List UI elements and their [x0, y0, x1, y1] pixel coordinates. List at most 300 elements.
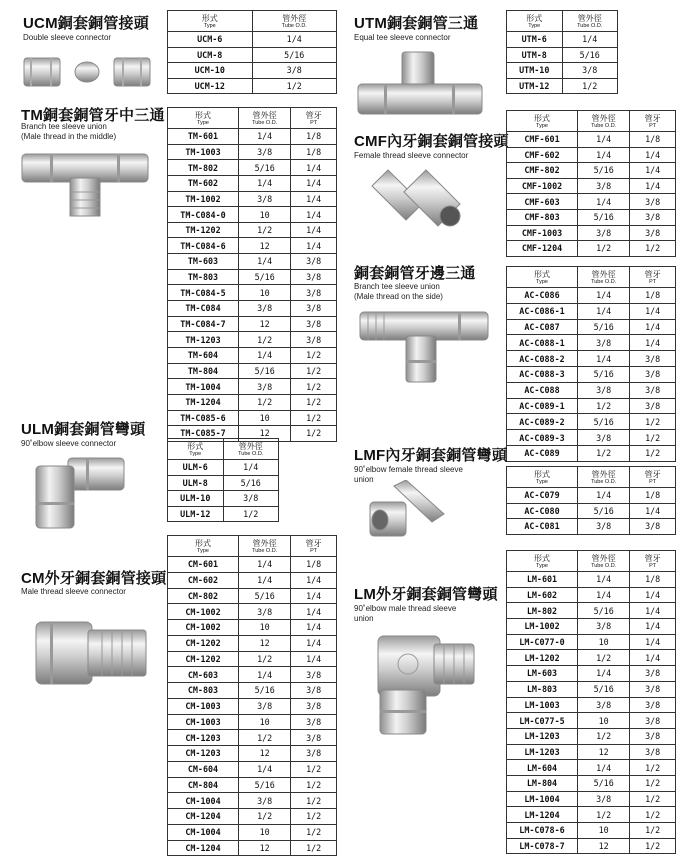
ucm-spec-table [167, 10, 337, 94]
model-cell: CM-1203 [168, 746, 239, 762]
tube-od-cell: 12 [238, 746, 290, 762]
table-row [168, 394, 337, 410]
column-header: 管外徑 Tube O.D. [577, 267, 629, 288]
table-row [507, 503, 676, 519]
column-header: 管牙 PT [291, 536, 337, 557]
pt-cell: 1/2 [630, 823, 676, 839]
table-header [507, 467, 676, 488]
tube-od-cell: 5/16 [238, 269, 290, 285]
table-row [168, 47, 337, 63]
column-header: 形式 Type [168, 108, 239, 129]
table-row [168, 191, 337, 207]
tube-od-cell: 5/16 [577, 319, 629, 335]
tube-od-cell: 3/8 [577, 225, 629, 241]
column-header: 管外徑 Tube O.D. [238, 536, 290, 557]
pt-cell: 1/2 [291, 809, 337, 825]
table-row [507, 666, 676, 682]
table-row [507, 163, 676, 179]
pt-cell: 3/8 [291, 316, 337, 332]
pt-cell: 3/8 [291, 683, 337, 699]
table-row [507, 414, 676, 430]
model-cell: CMF-802 [507, 163, 578, 179]
tube-od-cell: 3/8 [238, 604, 290, 620]
column-header: 管外徑 Tube O.D. [562, 11, 618, 32]
model-cell: UTM-6 [507, 32, 563, 48]
model-cell: CMF-601 [507, 132, 578, 148]
pt-cell: 1/4 [630, 603, 676, 619]
table-row [507, 288, 676, 304]
tube-od-cell: 10 [238, 824, 290, 840]
tube-od-cell: 12 [238, 316, 290, 332]
lm-subtitle: 90˚elbow male thread sleeve union [354, 604, 457, 623]
tube-od-cell: 10 [238, 620, 290, 636]
model-cell: CM-804 [168, 777, 239, 793]
pt-cell: 1/4 [291, 222, 337, 238]
table-row [168, 316, 337, 332]
table-row [507, 47, 618, 63]
model-cell: AC-C086-1 [507, 303, 578, 319]
model-cell: UTM-10 [507, 63, 563, 79]
model-cell: UCM-6 [168, 32, 253, 48]
column-header: 管外徑 Tube O.D. [238, 108, 290, 129]
table-row [168, 793, 337, 809]
pt-cell: 1/2 [630, 430, 676, 446]
pt-cell: 1/4 [291, 191, 337, 207]
tube-od-cell: 5/16 [238, 777, 290, 793]
pt-cell: 1/2 [630, 838, 676, 854]
table-row [507, 634, 676, 650]
tube-od-cell: 1/2 [577, 728, 629, 744]
table-row [168, 683, 337, 699]
model-cell: TM-604 [168, 347, 239, 363]
ulm-subtitle: 90˚elbow sleeve connector [21, 439, 117, 448]
table-row [507, 807, 676, 823]
pt-cell: 1/2 [630, 807, 676, 823]
pt-cell: 1/2 [291, 410, 337, 426]
table-row [507, 488, 676, 504]
pt-cell: 1/4 [630, 503, 676, 519]
table-header [507, 267, 676, 288]
tube-od-cell: 5/16 [577, 209, 629, 225]
model-cell: CMF-1003 [507, 225, 578, 241]
table-row [168, 207, 337, 223]
table-row [168, 761, 337, 777]
tube-od-cell: 1/2 [577, 807, 629, 823]
table-row [168, 730, 337, 746]
table-row [168, 491, 279, 507]
model-cell: UCM-12 [168, 78, 253, 94]
table-row [168, 269, 337, 285]
table-row [168, 557, 337, 573]
table-row [168, 635, 337, 651]
model-cell: LM-804 [507, 775, 578, 791]
pt-cell: 1/2 [291, 426, 337, 442]
model-cell: CM-603 [168, 667, 239, 683]
tube-od-cell: 12 [577, 744, 629, 760]
tube-od-cell: 12 [238, 238, 290, 254]
table-row [168, 32, 337, 48]
model-cell: TM-C085-7 [168, 426, 239, 442]
table-row [168, 714, 337, 730]
table-row [507, 178, 676, 194]
tube-od-cell: 5/16 [252, 47, 337, 63]
tube-od-cell: 3/8 [238, 191, 290, 207]
tube-od-cell: 5/16 [238, 363, 290, 379]
table-header [507, 11, 618, 32]
column-header: 形式 Type [507, 467, 578, 488]
tm-title: TM銅套銅管牙中三通 [21, 107, 165, 124]
double-sleeve-connector-image [22, 50, 152, 92]
pt-cell: 1/4 [630, 335, 676, 351]
pt-cell: 1/4 [630, 587, 676, 603]
tube-od-cell: 1/4 [577, 666, 629, 682]
column-header: 形式 Type [168, 11, 253, 32]
tube-od-cell: 1/2 [238, 730, 290, 746]
model-cell: TM-1003 [168, 144, 239, 160]
table-row [507, 619, 676, 635]
pt-cell: 1/8 [630, 572, 676, 588]
tube-od-cell: 3/8 [238, 793, 290, 809]
pt-cell: 1/8 [291, 557, 337, 573]
ulm-title: ULM銅套銅管彎頭 [21, 421, 146, 438]
tm-subtitle: Branch tee sleeve union (Male thread in the middle) [21, 122, 117, 141]
tube-od-cell: 5/16 [223, 475, 279, 491]
model-cell: ULM-6 [168, 460, 224, 476]
table-row [168, 332, 337, 348]
table-row [168, 63, 337, 79]
cm-spec-table [167, 535, 337, 856]
branch-tee-middle-image [20, 148, 150, 220]
cmf-title: CMF內牙銅套銅管接頭 [354, 133, 509, 150]
table-row [168, 588, 337, 604]
tube-od-cell: 3/8 [562, 63, 618, 79]
table-row [507, 791, 676, 807]
column-header: 管牙 PT [291, 108, 337, 129]
table-row [168, 379, 337, 395]
tube-od-cell: 1/2 [238, 332, 290, 348]
tube-od-cell: 10 [238, 207, 290, 223]
table-row [168, 475, 279, 491]
table-row [507, 587, 676, 603]
tube-od-cell: 1/4 [562, 32, 618, 48]
tube-od-cell: 1/4 [577, 132, 629, 148]
tube-od-cell: 3/8 [252, 63, 337, 79]
pt-cell: 1/4 [291, 238, 337, 254]
table-row [507, 63, 618, 79]
pt-cell: 1/2 [291, 761, 337, 777]
pt-cell: 1/2 [291, 777, 337, 793]
lm-spec-table [506, 550, 676, 854]
model-cell: AC-C086 [507, 288, 578, 304]
pt-cell: 1/4 [630, 163, 676, 179]
table-header [507, 111, 676, 132]
pt-cell: 1/4 [630, 634, 676, 650]
model-cell: ULM-8 [168, 475, 224, 491]
model-cell: TM-802 [168, 160, 239, 176]
ulm-spec-table [167, 438, 279, 522]
tube-od-cell: 1/2 [238, 651, 290, 667]
model-cell: CM-1202 [168, 635, 239, 651]
table-header [168, 108, 337, 129]
elbow-sleeve-image [28, 452, 128, 532]
model-cell: TM-C084 [168, 301, 239, 317]
column-header: 形式 Type [507, 11, 563, 32]
table-row [507, 382, 676, 398]
table-row [168, 410, 337, 426]
pt-cell: 1/8 [291, 144, 337, 160]
table-row [168, 222, 337, 238]
tube-od-cell: 1/2 [577, 445, 629, 461]
model-cell: LM-603 [507, 666, 578, 682]
pt-cell: 1/2 [291, 363, 337, 379]
table-row [507, 194, 676, 210]
pt-cell: 1/2 [291, 824, 337, 840]
table-row [507, 351, 676, 367]
female-thread-connector-image [368, 166, 464, 238]
model-cell: LM-C077-0 [507, 634, 578, 650]
tube-od-cell: 1/2 [577, 650, 629, 666]
tube-od-cell: 1/4 [238, 129, 290, 145]
tm-spec-table [167, 107, 337, 442]
column-header: 管牙 PT [630, 267, 676, 288]
pt-cell: 1/2 [630, 760, 676, 776]
utm-title: UTM銅套銅管三通 [354, 15, 479, 32]
equal-tee-image [356, 50, 484, 122]
column-header: 管外徑 Tube O.D. [223, 439, 279, 460]
table-row [168, 572, 337, 588]
tube-od-cell: 1/4 [238, 761, 290, 777]
tube-od-cell: 5/16 [577, 414, 629, 430]
model-cell: LM-602 [507, 587, 578, 603]
tube-od-cell: 3/8 [577, 430, 629, 446]
pt-cell: 1/4 [291, 588, 337, 604]
pt-cell: 1/2 [630, 775, 676, 791]
model-cell: LM-1004 [507, 791, 578, 807]
table-row [168, 809, 337, 825]
table-row [507, 32, 618, 48]
column-header: 管外徑 Tube O.D. [577, 551, 629, 572]
tube-od-cell: 1/4 [238, 572, 290, 588]
model-cell: AC-C089 [507, 445, 578, 461]
table-row [507, 225, 676, 241]
column-header: 形式 Type [168, 536, 239, 557]
tube-od-cell: 3/8 [577, 178, 629, 194]
table-row [507, 319, 676, 335]
column-header: 管牙 PT [630, 467, 676, 488]
tube-od-cell: 1/4 [238, 254, 290, 270]
pt-cell: 1/2 [630, 791, 676, 807]
model-cell: CM-1204 [168, 840, 239, 856]
column-header: 管牙 PT [630, 111, 676, 132]
model-cell: CMF-602 [507, 147, 578, 163]
table-row [507, 366, 676, 382]
model-cell: TM-1204 [168, 394, 239, 410]
pt-cell: 3/8 [291, 285, 337, 301]
tube-od-cell: 10 [577, 713, 629, 729]
lm-title: LM外牙銅套銅管彎頭 [354, 586, 498, 603]
tube-od-cell: 1/2 [252, 78, 337, 94]
model-cell: LM-1202 [507, 650, 578, 666]
model-cell: AC-C081 [507, 519, 578, 535]
model-cell: AC-C089-1 [507, 398, 578, 414]
model-cell: LM-604 [507, 760, 578, 776]
pt-cell: 1/4 [291, 207, 337, 223]
model-cell: LM-1002 [507, 619, 578, 635]
pt-cell: 3/8 [291, 254, 337, 270]
table-row [168, 129, 337, 145]
cmf-spec-table [506, 110, 676, 257]
model-cell: TM-C084-0 [168, 207, 239, 223]
table-row [507, 209, 676, 225]
pt-cell: 1/2 [630, 414, 676, 430]
model-cell: AC-C088 [507, 382, 578, 398]
ac-subtitle: Branch tee sleeve union (Male thread on the side) [354, 282, 443, 301]
model-cell: AC-C089-2 [507, 414, 578, 430]
model-cell: UCM-10 [168, 63, 253, 79]
tube-od-cell: 1/4 [238, 557, 290, 573]
pt-cell: 3/8 [630, 209, 676, 225]
tube-od-cell: 1/4 [577, 572, 629, 588]
pt-cell: 3/8 [630, 681, 676, 697]
pt-cell: 3/8 [291, 714, 337, 730]
table-row [168, 604, 337, 620]
tube-od-cell: 1/4 [577, 288, 629, 304]
pt-cell: 3/8 [630, 194, 676, 210]
pt-cell: 3/8 [630, 519, 676, 535]
pt-cell: 3/8 [630, 697, 676, 713]
column-header: 管外徑 Tube O.D. [577, 111, 629, 132]
branch-tee-side-image [358, 304, 490, 386]
pt-cell: 1/4 [630, 178, 676, 194]
pt-cell: 1/8 [630, 288, 676, 304]
table-row [507, 775, 676, 791]
model-cell: LM-1203 [507, 728, 578, 744]
table-row [168, 746, 337, 762]
elbow-male-thread-image [368, 630, 478, 738]
table-row [507, 572, 676, 588]
tube-od-cell: 3/8 [577, 382, 629, 398]
cm-subtitle: Male thread sleeve connector [21, 587, 126, 596]
model-cell: LM-C078-7 [507, 838, 578, 854]
table-row [168, 460, 279, 476]
tube-od-cell: 10 [577, 823, 629, 839]
cmf-subtitle: Female thread sleeve connector [354, 151, 469, 160]
pt-cell: 1/4 [291, 604, 337, 620]
tube-od-cell: 10 [238, 410, 290, 426]
model-cell: TM-1202 [168, 222, 239, 238]
tube-od-cell: 1/4 [577, 351, 629, 367]
model-cell: LM-C077-5 [507, 713, 578, 729]
model-cell: TM-C084-7 [168, 316, 239, 332]
pt-cell: 3/8 [630, 398, 676, 414]
model-cell: UCM-8 [168, 47, 253, 63]
column-header: 形式 Type [507, 111, 578, 132]
model-cell: CM-1003 [168, 698, 239, 714]
pt-cell: 1/4 [630, 147, 676, 163]
column-header: 形式 Type [507, 551, 578, 572]
pt-cell: 3/8 [291, 698, 337, 714]
pt-cell: 1/4 [291, 651, 337, 667]
table-row [168, 78, 337, 94]
model-cell: CMF-803 [507, 209, 578, 225]
pt-cell: 1/4 [291, 175, 337, 191]
tube-od-cell: 3/8 [238, 379, 290, 395]
lmf-spec-table [506, 466, 676, 535]
table-row [507, 303, 676, 319]
pt-cell: 1/2 [630, 241, 676, 257]
tube-od-cell: 5/16 [238, 588, 290, 604]
model-cell: TM-C085-6 [168, 410, 239, 426]
column-header: 管外徑 Tube O.D. [577, 467, 629, 488]
model-cell: LM-803 [507, 681, 578, 697]
tube-od-cell: 1/4 [252, 32, 337, 48]
table-row [507, 823, 676, 839]
tube-od-cell: 5/16 [577, 163, 629, 179]
tube-od-cell: 3/8 [238, 144, 290, 160]
pt-cell: 1/2 [291, 793, 337, 809]
tube-od-cell: 12 [577, 838, 629, 854]
model-cell: TM-1002 [168, 191, 239, 207]
model-cell: CMF-1002 [507, 178, 578, 194]
pt-cell: 3/8 [291, 301, 337, 317]
model-cell: TM-C084-6 [168, 238, 239, 254]
model-cell: CM-604 [168, 761, 239, 777]
tube-od-cell: 3/8 [238, 301, 290, 317]
model-cell: TM-C084-5 [168, 285, 239, 301]
pt-cell: 3/8 [291, 269, 337, 285]
model-cell: CM-803 [168, 683, 239, 699]
tube-od-cell: 3/8 [577, 619, 629, 635]
tube-od-cell: 1/4 [577, 147, 629, 163]
model-cell: AC-C087 [507, 319, 578, 335]
tube-od-cell: 1/4 [238, 175, 290, 191]
table-row [168, 840, 337, 856]
tube-od-cell: 1/2 [577, 398, 629, 414]
model-cell: LM-802 [507, 603, 578, 619]
model-cell: AC-C088-1 [507, 335, 578, 351]
table-row [507, 147, 676, 163]
model-cell: AC-C089-3 [507, 430, 578, 446]
pt-cell: 1/2 [291, 347, 337, 363]
pt-cell: 3/8 [291, 332, 337, 348]
table-row [507, 519, 676, 535]
model-cell: TM-1004 [168, 379, 239, 395]
table-header [168, 536, 337, 557]
tube-od-cell: 1/2 [577, 241, 629, 257]
table-row [507, 398, 676, 414]
table-row [507, 603, 676, 619]
ucm-subtitle: Double sleeve connector [23, 33, 112, 42]
model-cell: TM-1203 [168, 332, 239, 348]
pt-cell: 1/4 [291, 572, 337, 588]
pt-cell: 1/4 [630, 319, 676, 335]
table-row [507, 744, 676, 760]
table-row [507, 838, 676, 854]
table-row [168, 824, 337, 840]
model-cell: CM-1002 [168, 604, 239, 620]
tube-od-cell: 5/16 [577, 603, 629, 619]
tube-od-cell: 3/8 [577, 519, 629, 535]
table-header [168, 11, 337, 32]
lmf-title: LMF內牙銅套銅管彎頭 [354, 447, 508, 464]
model-cell: AC-C079 [507, 488, 578, 504]
table-row [168, 698, 337, 714]
model-cell: LM-C078-6 [507, 823, 578, 839]
tube-od-cell: 1/2 [238, 809, 290, 825]
table-row [168, 667, 337, 683]
pt-cell: 3/8 [630, 713, 676, 729]
table-row [168, 620, 337, 636]
